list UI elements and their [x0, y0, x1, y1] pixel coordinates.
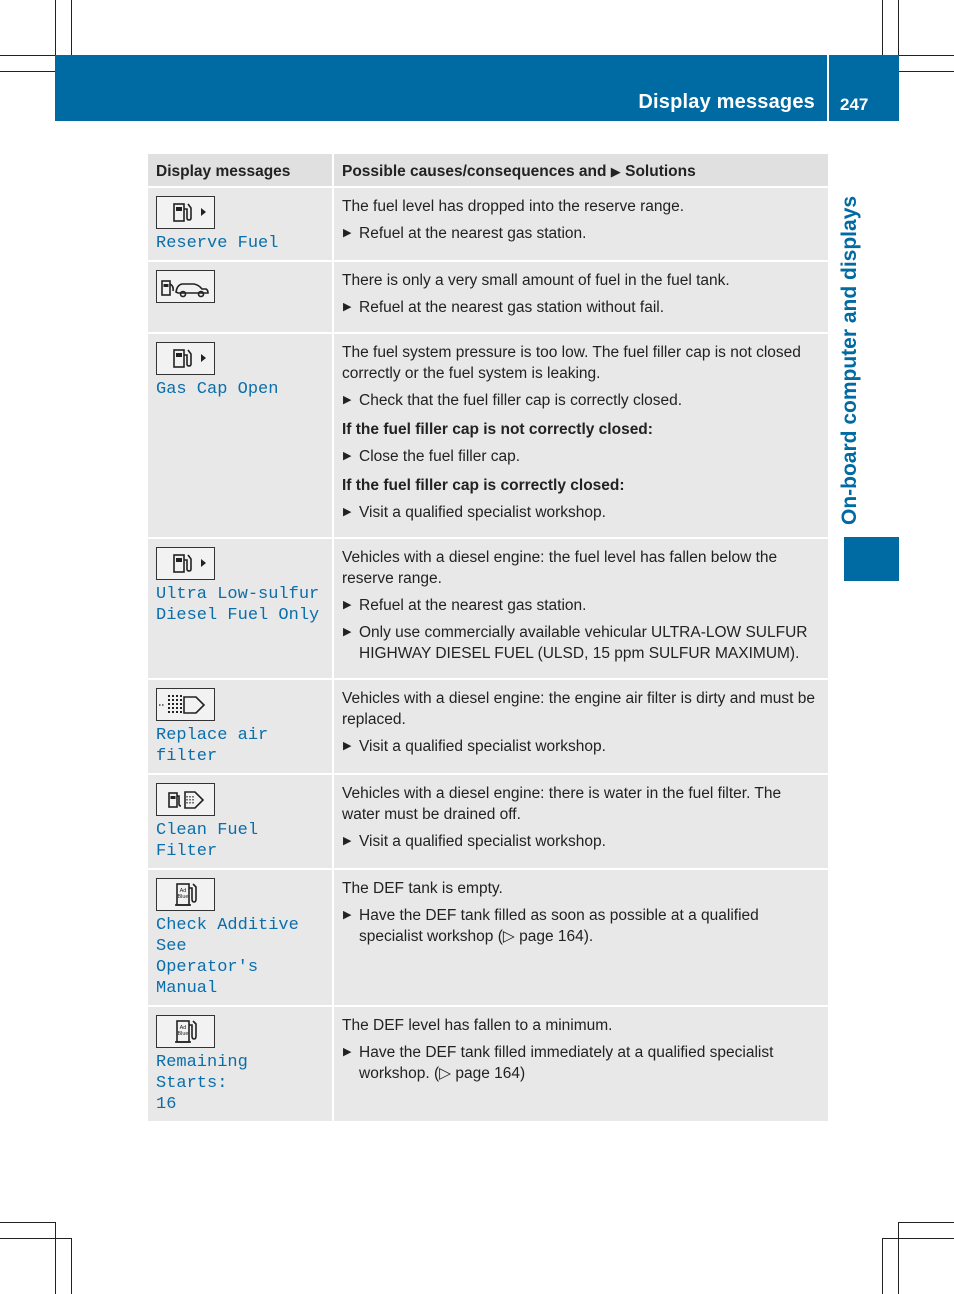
- cause-text: Vehicles with a diesel engine: the engine air filter is dirty and must be replaced.: [342, 690, 816, 728]
- step-arrow-icon: ▶: [343, 394, 352, 406]
- display-message-text: Reserve Fuel: [156, 234, 279, 253]
- causes-solutions-cell: [334, 870, 828, 1005]
- step-arrow-icon: ▶: [343, 227, 352, 239]
- svg-text:Ad: Ad: [179, 1025, 187, 1031]
- column-header-display-messages: Display messages: [148, 154, 334, 186]
- display-message-cell: [148, 775, 334, 868]
- column-header-causes-solutions: [334, 154, 828, 186]
- display-message-cell: [148, 262, 334, 332]
- crop-mark: [55, 1222, 56, 1294]
- crop-mark: [882, 1238, 954, 1239]
- table-row: [148, 334, 828, 539]
- fuel-filter-icon: [156, 783, 215, 816]
- display-message-cell: [148, 870, 334, 1005]
- fuel-pump-icon: [156, 547, 215, 580]
- step-text: Have the DEF tank filled immediately at a qualified specialist workshop. (▷ page 164): [359, 1044, 774, 1082]
- display-message-text: Replace air filter: [156, 726, 269, 766]
- svg-text:Blue: Blue: [177, 1031, 189, 1037]
- cause-text: The DEF tank is empty.: [342, 880, 503, 897]
- display-message-cell: [148, 539, 334, 678]
- solution-step: [342, 736, 820, 757]
- page-number: 247: [840, 95, 869, 114]
- condition-heading: If the fuel filler cap is not correctly closed:: [342, 421, 653, 438]
- crop-mark: [899, 1222, 954, 1223]
- step-arrow-icon: ▶: [343, 599, 352, 611]
- step-text: Refuel at the nearest gas station.: [359, 225, 587, 242]
- causes-solutions-cell: [334, 1007, 828, 1121]
- crop-mark: [882, 1238, 883, 1294]
- table-row: [148, 188, 828, 262]
- step-text: Visit a qualified specialist workshop.: [359, 738, 606, 755]
- causes-solutions-cell: [334, 262, 828, 332]
- crop-mark: [899, 55, 954, 56]
- table-row: [148, 775, 828, 870]
- display-message-cell: [148, 334, 334, 537]
- svg-text:Blue: Blue: [177, 894, 189, 900]
- crop-mark: [0, 55, 55, 56]
- table-body: [148, 188, 828, 1123]
- solution-step: [342, 595, 820, 616]
- solution-step: [342, 622, 820, 664]
- step-text: Check that the fuel filler cap is correctly closed.: [359, 392, 683, 409]
- solution-step: [342, 446, 820, 467]
- cause-text: Vehicles with a diesel engine: the fuel level has fallen below the reserve range.: [342, 549, 778, 587]
- table-row: [148, 1007, 828, 1123]
- step-arrow-icon: ▶: [343, 909, 352, 921]
- adblue-icon: [156, 878, 215, 911]
- section-title: Display messages: [638, 91, 815, 113]
- header-separator: [827, 55, 829, 121]
- step-arrow-icon: ▶: [343, 626, 352, 638]
- adblue-icon: [156, 1015, 215, 1048]
- causes-solutions-cell: [334, 775, 828, 868]
- solution-step: [342, 1042, 820, 1084]
- step-text: Have the DEF tank filled as soon as possible at a qualified specialist workshop (▷ page 164).: [359, 907, 759, 945]
- table-row: [148, 870, 828, 1007]
- header-text: Possible causes/consequences and: [342, 163, 607, 180]
- step-arrow-icon: ▶: [343, 506, 352, 518]
- table-row: [148, 262, 828, 334]
- display-message-text: Remaining Starts: 16: [156, 1053, 248, 1114]
- display-message-text: Check Additive See Operator's Manual: [156, 916, 299, 998]
- crop-mark: [0, 1222, 55, 1223]
- fuel-pump-icon: [156, 196, 215, 229]
- svg-text:Ad: Ad: [179, 888, 187, 894]
- header-arrow: ▶: [610, 164, 621, 179]
- step-text: Close the fuel filler cap.: [359, 448, 521, 465]
- crop-mark: [898, 1222, 899, 1294]
- condition-heading: If the fuel filler cap is correctly closed:: [342, 477, 625, 494]
- crop-mark: [55, 0, 56, 55]
- solution-step: [342, 390, 820, 411]
- step-arrow-icon: ▶: [343, 835, 352, 847]
- step-arrow-icon: ▶: [343, 1046, 352, 1058]
- display-message-cell: [148, 188, 334, 260]
- solution-step: [342, 502, 820, 523]
- solution-step: [342, 223, 820, 244]
- crop-mark: [0, 71, 55, 72]
- table-row: [148, 539, 828, 680]
- display-messages-table: [148, 154, 828, 1123]
- crop-mark: [882, 0, 883, 55]
- causes-solutions-cell: [334, 188, 828, 260]
- table-row: [148, 680, 828, 775]
- cause-text: The fuel level has dropped into the reserve range.: [342, 198, 685, 215]
- step-text: Only use commercially available vehicular ULTRA-LOW SULFUR HIGHWAY DIESEL FUEL (ULSD, 15 ppm SULFUR MAXIMUM).: [359, 624, 808, 662]
- step-text: Refuel at the nearest gas station.: [359, 597, 587, 614]
- solution-step: [342, 831, 820, 852]
- display-message-text: Ultra Low-sulfur Diesel Fuel Only: [156, 585, 320, 625]
- causes-solutions-cell: [334, 539, 828, 678]
- cause-text: Vehicles with a diesel engine: there is water in the fuel filter. The water must be drained off.: [342, 785, 782, 823]
- table-header: [148, 154, 828, 188]
- crop-mark: [71, 1238, 72, 1294]
- fuel-pump-icon: [156, 342, 215, 375]
- display-message-cell: [148, 1007, 334, 1121]
- fuel-pump-car-icon: [156, 270, 215, 303]
- chapter-tab: [844, 537, 899, 581]
- crop-mark: [898, 0, 899, 55]
- display-message-text: Gas Cap Open: [156, 380, 279, 399]
- causes-solutions-cell: [334, 334, 828, 537]
- step-text: Refuel at the nearest gas station without fail.: [359, 299, 665, 316]
- step-arrow-icon: ▶: [343, 450, 352, 462]
- cause-text: The DEF level has fallen to a minimum.: [342, 1017, 613, 1034]
- crop-mark: [71, 0, 72, 55]
- step-text: Visit a qualified specialist workshop.: [359, 833, 606, 850]
- display-message-cell: [148, 680, 334, 773]
- header-bar: [55, 55, 899, 121]
- step-arrow-icon: ▶: [343, 740, 352, 752]
- display-message-text: Clean Fuel Filter: [156, 821, 259, 861]
- header-text: Solutions: [625, 163, 696, 180]
- crop-mark: [0, 1238, 71, 1239]
- step-arrow-icon: ▶: [343, 301, 352, 313]
- step-text: Visit a qualified specialist workshop.: [359, 504, 606, 521]
- crop-mark: [899, 71, 954, 72]
- cause-text: The fuel system pressure is too low. The fuel filler cap is not closed correctly or the fuel system is leaking.: [342, 344, 801, 382]
- solution-step: [342, 905, 820, 947]
- air-filter-icon: [156, 688, 215, 721]
- cause-text: There is only a very small amount of fuel in the fuel tank.: [342, 272, 730, 289]
- causes-solutions-cell: [334, 680, 828, 773]
- solution-step: [342, 297, 820, 318]
